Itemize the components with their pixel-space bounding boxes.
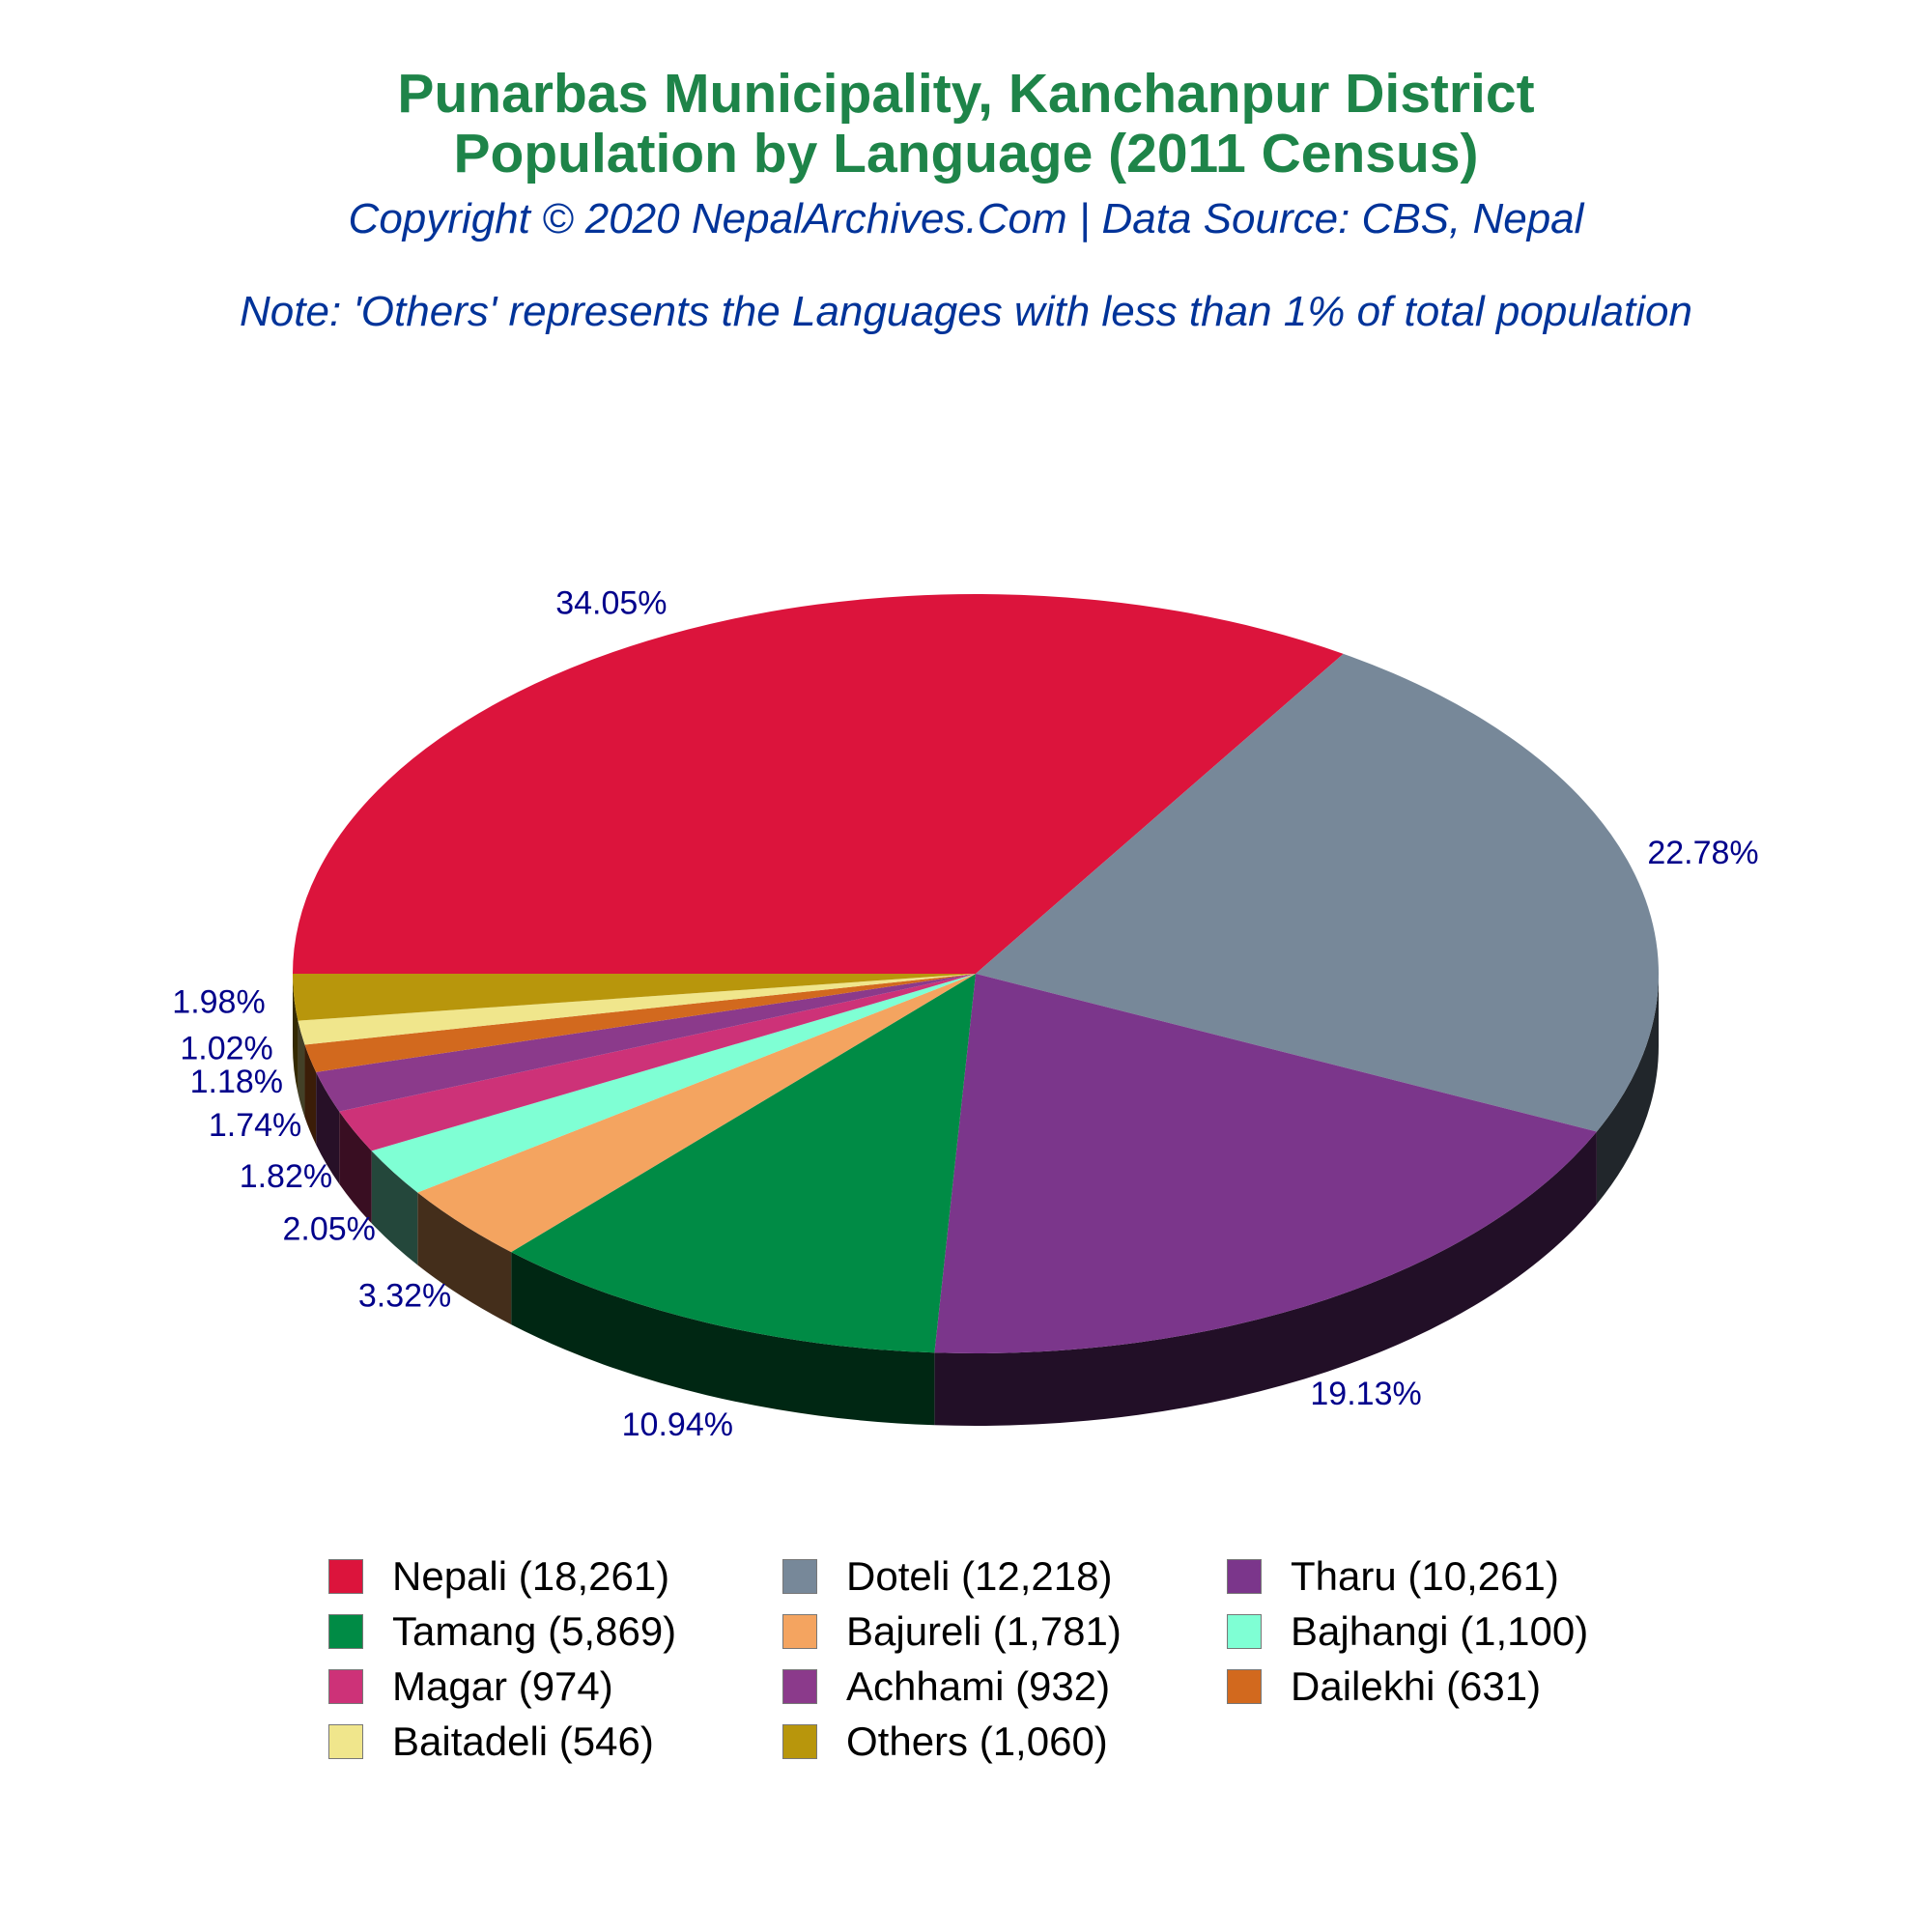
legend-item-baitadeli	[328, 1719, 654, 1765]
percent-label-others: 1.98%	[172, 983, 266, 1021]
legend-item-tharu	[1227, 1553, 1559, 1600]
percent-label-dailekhi: 1.18%	[189, 1063, 284, 1100]
legend-label-magar: Magar (974)	[392, 1663, 613, 1709]
legend-label-others: Others (1,060)	[846, 1719, 1108, 1764]
copyright-subtitle: Copyright © 2020 NepalArchives.Com | Data Source: CBS, Nepal	[348, 195, 1584, 242]
legend-swatch-achhami	[782, 1669, 817, 1704]
legend-label-tharu: Tharu (10,261)	[1291, 1553, 1559, 1599]
legend-swatch-nepali	[328, 1559, 363, 1594]
legend-swatch-dailekhi	[1227, 1669, 1262, 1704]
chart-title-line-2: Population by Language (2011 Census)	[453, 123, 1479, 185]
legend-label-bajhangi: Bajhangi (1,100)	[1291, 1608, 1589, 1654]
legend-item-tamang	[328, 1608, 676, 1655]
legend-swatch-tamang	[328, 1614, 363, 1649]
percent-label-tamang: 10.94%	[621, 1406, 733, 1443]
legend-item-others	[782, 1719, 1108, 1765]
percent-label-magar: 1.82%	[239, 1157, 333, 1195]
legend-label-baitadeli: Baitadeli (546)	[392, 1719, 654, 1764]
legend-label-nepali: Nepali (18,261)	[392, 1553, 670, 1599]
legend-label-tamang: Tamang (5,869)	[392, 1608, 677, 1654]
legend-item-bajhangi	[1227, 1608, 1588, 1655]
legend-item-magar	[328, 1663, 613, 1710]
legend-swatch-doteli	[782, 1559, 817, 1594]
legend-item-nepali	[328, 1553, 669, 1600]
legend-swatch-magar	[328, 1669, 363, 1704]
legend-item-bajureli	[782, 1608, 1122, 1655]
others-note: Note: 'Others' represents the Languages with less than 1% of total population	[240, 288, 1692, 335]
legend	[328, 1553, 1681, 1785]
percent-label-achhami: 1.74%	[208, 1106, 302, 1144]
legend-item-doteli	[782, 1553, 1112, 1600]
legend-swatch-tharu	[1227, 1559, 1262, 1594]
legend-item-achhami	[782, 1663, 1110, 1710]
pie-slices	[293, 594, 1659, 1353]
percent-label-bajureli: 3.32%	[357, 1277, 452, 1315]
chart-title-line-1: Punarbas Municipality, Kanchanpur District	[397, 63, 1535, 125]
percent-label-nepali: 34.05%	[555, 584, 668, 622]
legend-label-doteli: Doteli (12,218)	[846, 1553, 1113, 1599]
legend-label-dailekhi: Dailekhi (631)	[1291, 1663, 1542, 1709]
percent-label-bajhangi: 2.05%	[282, 1210, 376, 1248]
legend-swatch-others	[782, 1724, 817, 1759]
legend-label-bajureli: Bajureli (1,781)	[846, 1608, 1122, 1654]
percent-label-baitadeli: 1.02%	[180, 1030, 273, 1067]
legend-swatch-bajhangi	[1227, 1614, 1262, 1649]
legend-swatch-bajureli	[782, 1614, 817, 1649]
percent-label-tharu: 19.13%	[1310, 1376, 1422, 1413]
legend-item-dailekhi	[1227, 1663, 1541, 1710]
percent-label-doteli: 22.78%	[1647, 835, 1759, 872]
legend-label-achhami: Achhami (932)	[846, 1663, 1111, 1709]
legend-swatch-baitadeli	[328, 1724, 363, 1759]
